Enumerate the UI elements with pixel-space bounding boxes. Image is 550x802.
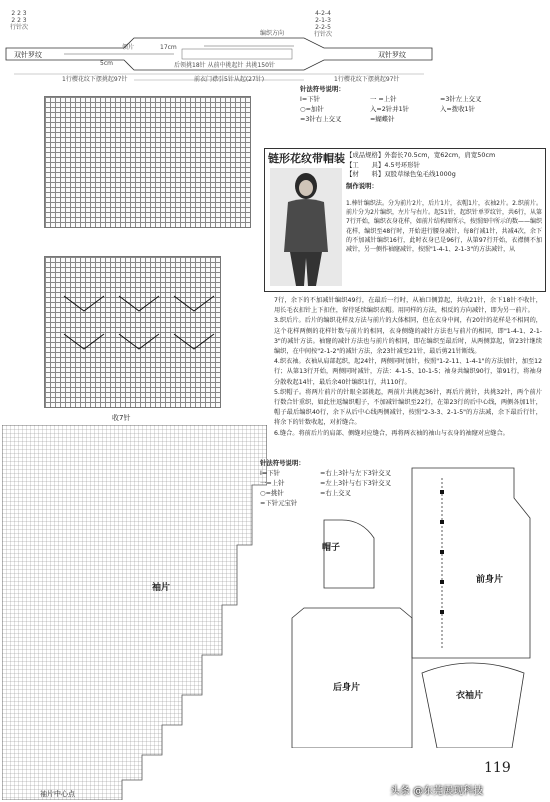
right-rib-label: 双针罗纹 [378, 51, 406, 59]
instruction-paragraph: 6.缝合。将前后片的肩部、侧缝对应缝合，再将两衣袖的袖山与衣身的袖窿对应缝合。 [274, 429, 509, 437]
spec-line [346, 151, 542, 161]
material-value: 双股草绿色兔毛线1000g [384, 170, 456, 179]
material-label: 【材 料】 [346, 170, 385, 179]
top-band [4, 8, 434, 88]
caption-right: 1行樱花纹下摆挑起97针 [334, 76, 400, 83]
legend-item: =左上3针与右下3针交叉 [320, 479, 392, 487]
legend-item: =右上交叉 [320, 489, 351, 497]
symbol-legend-top [300, 84, 540, 124]
spec-value: 外套长70.5cm，宽62cm，肩宽50cm [384, 151, 496, 159]
instruction-paragraph: 4.织衣袖。衣袖从肩部起织，起24针，两侧同时加针，按照"1-2-11、1-4-1"的方法加针，加至12行；从第13行开始，两侧同时减针，方法：4-1-5、10-1-5；袖身共编织90行，第91行，将袖身分散收起14针，最后余40针编织1行，共110行。 [274, 358, 543, 386]
collar-label: 领片 [122, 44, 135, 51]
caption-center: 后领挑18针 从前中挑起针 共挑150针 [174, 62, 275, 69]
sleeve-piece-outline [422, 663, 524, 748]
hood-outline [324, 520, 374, 588]
instruction-body [274, 296, 542, 439]
sleeve-chart [2, 425, 267, 800]
stitch-chart-upper [44, 96, 251, 228]
legend-item: Ⅰ=下针 [300, 95, 321, 103]
side-instructions: 1.棒针编织法。分为前片2片，后片1片，衣帽1片，衣袖2片。2.织前片。前片分为2片编织，左片与右片。起51针，起织针单罗纹针，共6行，从第7行开始，编织衣身花样，如前片结构图所示，按照图中所示的数——编织花样，编织至48行时，开始进行腰身减针，每8行减1针，共减4次，余下的不加减针编织16行，此时衣身已是96行，从第97行开始，衣襟侧不加减针，另一侧作袖窿减针，按照"1-4-1、2-1-3"的方法减针，从 [346, 200, 542, 254]
front-piece-outline [412, 468, 530, 658]
tool-label: 【工 具】 [346, 160, 385, 169]
back-piece-outline [292, 608, 412, 748]
legend-item: =3针右上交叉 [300, 115, 342, 123]
legend-item: ○=加针 [300, 105, 324, 113]
spec-label: 【成品规格】 [346, 151, 385, 159]
steps-title: 制作说明： [346, 181, 378, 190]
sleeve-piece-label: 衣袖片 [456, 691, 484, 701]
measure-left: 5cm [100, 60, 113, 67]
legend-item: =下针元宝针 [260, 499, 298, 507]
front-label: 前身片 [476, 575, 504, 585]
legend-item: 入=拨收1针 [440, 105, 475, 113]
tool-value: 4.5号环形针 [384, 160, 421, 169]
legend-item: ○=挑针 [260, 489, 284, 497]
instruction-paragraph: 3.织后片。后片的编织花样及方法与前片的大体相同，但在衣身中间，有20针的花样是不相同的，这个花样两侧的花样针数与前片的相同，衣身侧缝的减针方法也与前片的相同，即"1-4-1、2-1-3"的减针方法。袖窿的减针方法也与前片的相同，即在编织至最后时，从两侧算起，留23针继续编织，在中间按"2-1-2"的减针方法，余23针减至21针，最后剪21针断线。 [274, 317, 542, 356]
left-rows-chart: 2 2 3 2 2 3 行针次 [10, 10, 29, 31]
model-photo [270, 168, 342, 286]
legend-item: 入=2针并1针 [370, 105, 410, 113]
right-rows-chart: 4-2-4 2-1-3 2-2-5 行针次 [314, 10, 333, 38]
caption-center2: 前衣门襟引5针从起(27针) [194, 76, 265, 83]
knit-direction-label: 编织方向 [260, 30, 285, 37]
legend-item: =3针左上交叉 [440, 95, 482, 103]
page-number: 119 [484, 760, 511, 776]
legend-item: =蝴蝶针 [370, 115, 395, 123]
legend-item: Ⅰ=下针 [260, 469, 281, 477]
sleeve-center-label: 袖片中心点 [40, 790, 75, 798]
back-label: 后身片 [333, 683, 361, 693]
legend-item: 一 =上针 [370, 95, 397, 103]
legend-item: 一=上针 [260, 479, 285, 487]
schematic-diagrams [262, 458, 547, 748]
instruction-paragraph: 5.织帽子。将两片前片的针眼全部挑起，两前片共挑起36针，再后片挑针，共挑32针，两个前片行数合针重织，如此往返编织帽子，不加减针编织至22行，在第23行的后中心线，两侧各加1针，帽子最后编织40行，余下从后中心线两侧减针，按照"2-3-3、2-1-5"的方法减，余下最后行针，将余下的针数收起，对折缝合。 [274, 388, 542, 427]
material-line [346, 170, 542, 180]
tool-line [346, 161, 542, 171]
watermark: 头条 @东莞展现科技 [390, 786, 484, 797]
left-rib-label: 双针罗纹 [14, 51, 42, 59]
legend-title: 针法符号说明： [300, 85, 345, 93]
hood-label: 帽子 [322, 543, 341, 553]
instruction-paragraph: 7行，余下的不加减针编织49行，在最后一行时，从袖口侧算起，共收21针，余下18针不收针，用长毛衣扣针上下扣住，留待延续编织衣帽。用同样的方法，相反的方向减针，即为另一前片。 [274, 297, 542, 315]
legend-item: =右上3针与左下3针交叉 [320, 469, 392, 477]
caption-left: 1行樱花纹下摆挑起97针 [62, 76, 128, 83]
measure-mid: 17cm [160, 44, 177, 51]
legend-title: 针法符号说明： [260, 459, 305, 467]
cable-crossing-marks [44, 256, 219, 406]
decrease-7-label: 收7针 [112, 414, 131, 422]
product-title: 链形花纹带帽装 [268, 152, 345, 165]
sleeve-label: 袖片 [152, 583, 171, 593]
